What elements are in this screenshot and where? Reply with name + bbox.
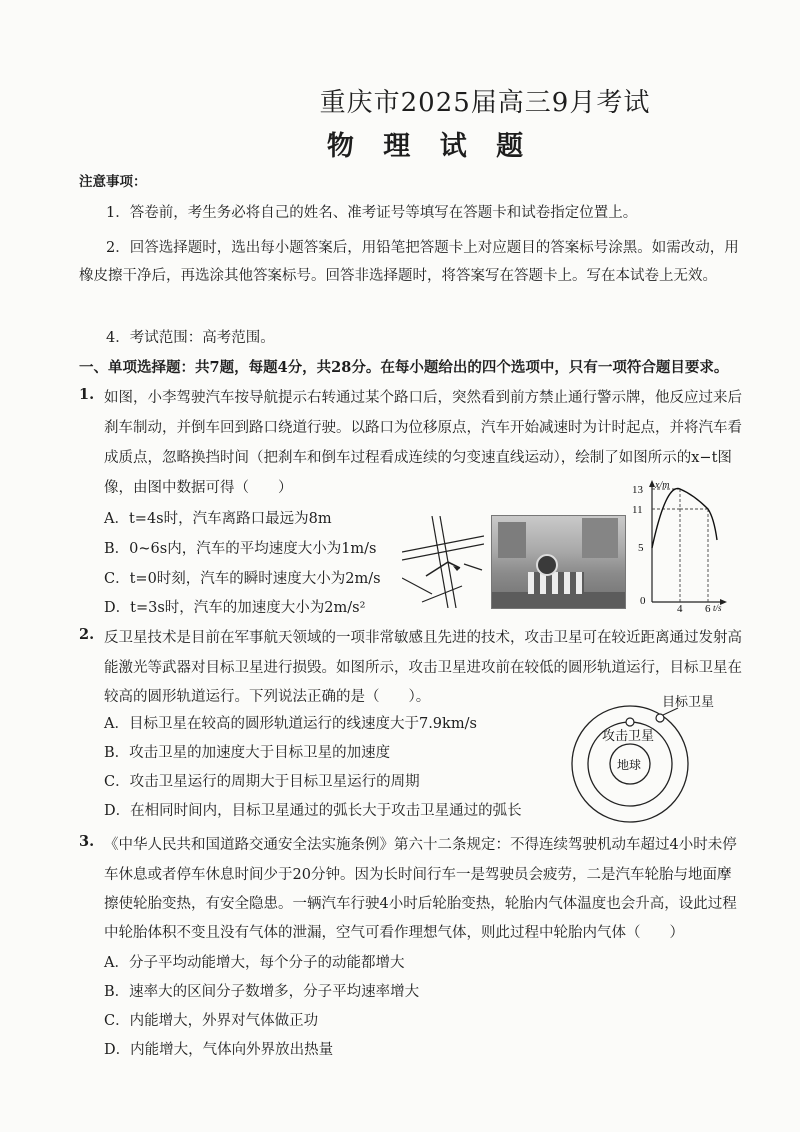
origin-label: 0: [640, 595, 646, 607]
y-tick: 11: [632, 504, 643, 516]
notice-item: 2．回答选择题时，选出每小题答案后，用铅笔把答题卡上对应题目的答案标号涂黑。如需改动，用: [106, 240, 739, 256]
option-b: B．速率大的区间分子数增多，分子平均速率增大: [104, 984, 420, 1000]
option-c: C．攻击卫星运行的周期大于目标卫星运行的周期: [104, 774, 420, 790]
x-axis-label: t/s: [713, 603, 722, 612]
section-heading: 一、单项选择题：共7题，每题4分，共28分。在每小题给出的四个选项中，只有一项符合题目要求。: [79, 359, 729, 376]
xt-graph: [628, 478, 728, 612]
y-axis-label: x/m: [655, 480, 670, 491]
option-d: D．在相同时间内，目标卫星通过的弧长大于攻击卫星通过的弧长: [104, 803, 522, 819]
road-photo: [491, 515, 626, 609]
question-text: 成质点，忽略换挡时间（把刹车和倒车过程看成连续的匀变速直线运动），绘制了如图所示的x−t图: [104, 450, 732, 466]
xt-curve: [652, 488, 717, 548]
option-d: D．内能增大，气体向外界放出热量: [104, 1042, 334, 1058]
orbit-figure: [568, 694, 724, 826]
question-text: 如图，小李驾驶汽车按导航提示右转通过某个路口后，突然看到前方禁止通行警示牌，他反应过来后: [104, 390, 742, 406]
notice-item: 橡皮擦干净后，再选涂其他答案标号。回答非选择题时，将答案写在答题卡上。写在本试卷上无效。: [79, 268, 717, 284]
question-text: 反卫星技术是目前在军事航天领域的一项非常敏感且先进的技术，攻击卫星可在较近距离通过发射高: [104, 630, 742, 646]
earth-label: 地球: [617, 758, 642, 772]
x-tick: 4: [677, 603, 683, 612]
question-text: 车休息或者停车休息时间少于20分钟。因为长时间行车一是驾驶员会疲劳，二是汽车轮胎与地面摩: [104, 867, 732, 883]
question-text: 像，由图中数据可得（ ）: [104, 480, 293, 496]
question-text: 擦使轮胎变热，有安全隐患。一辆汽车行驶4小时后轮胎变热，轮胎内气体温度也会升高，设此过程: [104, 896, 737, 912]
option-b: B．攻击卫星的加速度大于目标卫星的加速度: [104, 745, 391, 761]
question-number: 1.: [79, 386, 95, 403]
x-tick: 6: [705, 603, 711, 612]
option-b: B．0~6s内，汽车的平均速度大小为1m/s: [104, 541, 377, 557]
exam-title: 重庆市2025届高三9月考试: [319, 88, 651, 118]
question-text: 《中华人民共和国道路交通安全法实施条例》第六十二条规定：不得连续驾驶机动车超过4小时未停: [104, 837, 737, 853]
attack-satellite-label: 攻击卫星: [602, 729, 655, 744]
question-text: 能激光等武器对目标卫星进行损毁。如图所示，攻击卫星进攻前在较低的圆形轨道运行，目标卫星在: [104, 660, 742, 676]
y-tick: 5: [638, 542, 644, 554]
target-satellite-icon: [656, 714, 664, 722]
route-arrow-icon: [426, 562, 460, 576]
option-c: C．内能增大，外界对气体做正功: [104, 1013, 319, 1029]
option-d: D．t=3s时，汽车的加速度大小为2m/s²: [104, 600, 366, 616]
no-entry-sign-icon: [536, 554, 558, 576]
notice-item: 4．考试范围：高考范围。: [106, 330, 275, 346]
question-text: 刹车制动，并倒车回到路口绕道行驶。以路口为位移原点，汽车开始减速时为计时起点，并将汽车看: [104, 420, 742, 436]
subject-title: 物 理 试 题: [326, 131, 534, 162]
notice-heading: 注意事项：: [79, 174, 147, 190]
question-number: 3.: [79, 833, 95, 850]
question-text: 较高的圆形轨道运行。下列说法正确的是（ ）。: [104, 689, 431, 705]
road-map-figure: [402, 516, 484, 608]
option-c: C．t=0时刻，汽车的瞬时速度大小为2m/s: [104, 571, 381, 587]
attack-satellite-icon: [626, 718, 634, 726]
y-tick: 13: [632, 484, 643, 496]
question-number: 2.: [79, 626, 95, 643]
question-text: 中轮胎体积不变且没有气体的泄漏，空气可看作理想气体，则此过程中轮胎内气体（ ）: [104, 925, 684, 941]
notice-item: 1．答卷前，考生务必将自己的姓名、准考证号等填写在答题卡和试卷指定位置上。: [106, 205, 638, 221]
target-satellite-label: 目标卫星: [662, 695, 715, 710]
option-a: A．t=4s时，汽车离路口最远为8m: [104, 511, 332, 527]
option-a: A．分子平均动能增大，每个分子的动能都增大: [104, 955, 405, 971]
option-a: A．目标卫星在较高的圆形轨道运行的线速度大于7.9km/s: [104, 716, 477, 732]
